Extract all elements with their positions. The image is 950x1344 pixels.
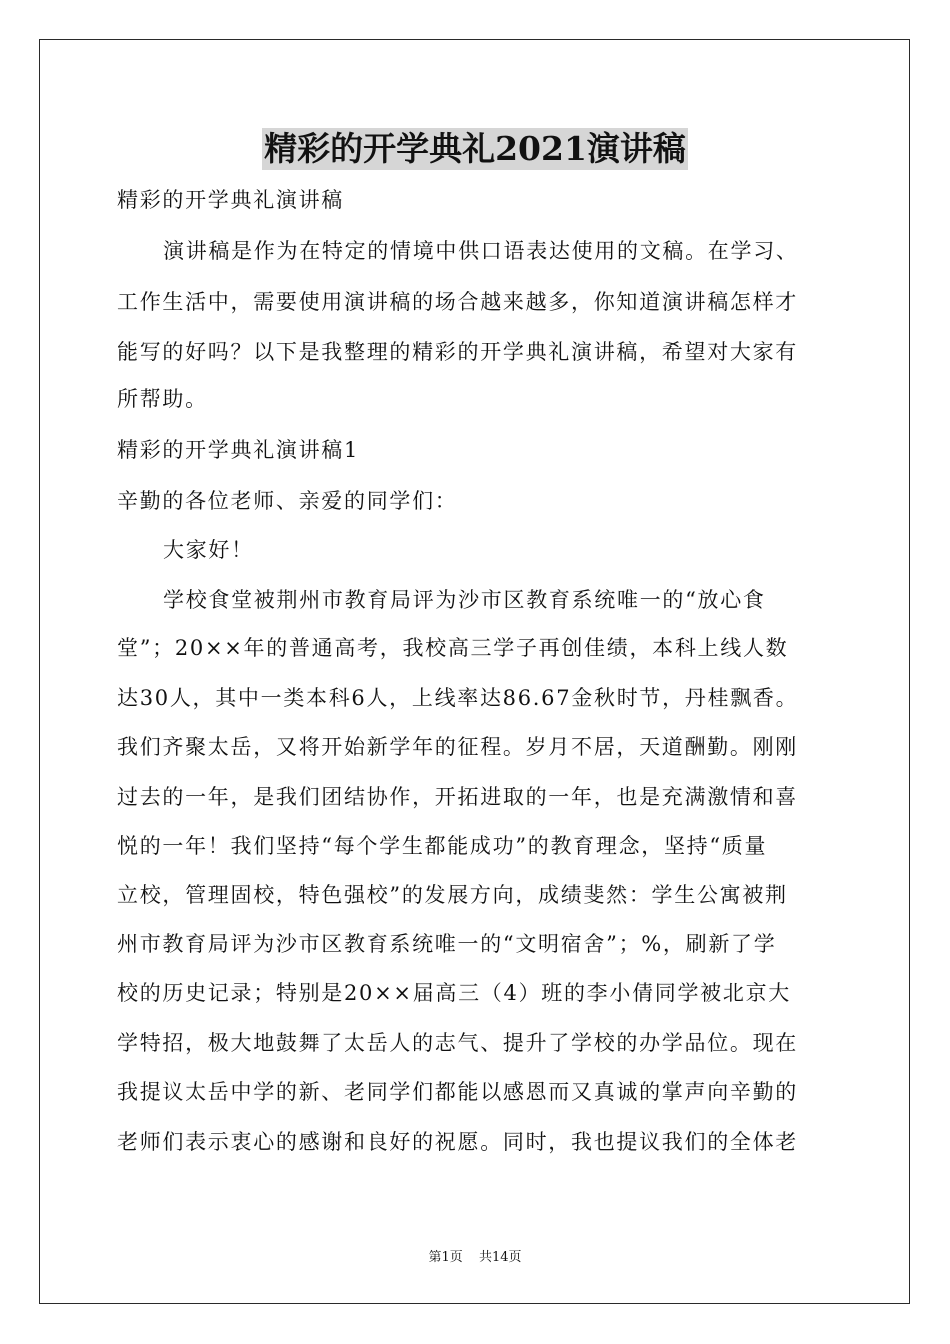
paragraph-line: 学特招，极大地鼓舞了太岳人的志气、提升了学校的办学品位。现在 [117,1031,798,1055]
paragraph-line: 校的历史记录；特别是20××届高三（4）班的李小倩同学被北京大 [117,981,791,1005]
document-title: 精彩的开学典礼2021演讲稿 [264,129,686,168]
paragraph-line: 我们齐聚太岳，又将开始新学年的征程。岁月不居，天道酬勤。刚刚 [117,735,798,759]
paragraph-line: 所帮助。 [117,387,208,411]
paragraph-line: 州市教育局评为沙市区教育系统唯一的“文明宿舍”；%，刷新了学 [117,932,777,956]
paragraph-line: 过去的一年，是我们团结协作，开拓进取的一年，也是充满激情和喜 [117,785,798,809]
paragraph-line: 老师们表示衷心的感谢和良好的祝愿。同时，我也提议我们的全体老 [117,1130,798,1154]
title-container [0,128,950,170]
paragraph-line: 学校食堂被荆州市教育局评为沙市区教育系统唯一的“放心食 [163,588,766,612]
total-pages: 共14页 [478,1250,522,1265]
paragraph-line: 演讲稿是作为在特定的情境中供口语表达使用的文稿。在学习、 [163,239,799,263]
page-border [39,39,910,1304]
salutation-line: 辛勤的各位老师、亲爱的同学们： [117,489,458,513]
paragraph-line: 悦的一年！我们坚持“每个学生都能成功”的教育理念，坚持“质量 [117,834,768,858]
paragraph-line: 工作生活中，需要使用演讲稿的场合越来越多，你知道演讲稿怎样才 [117,290,798,314]
greeting-line: 大家好！ [163,538,254,562]
page-number: 第1页 [428,1250,463,1265]
section-heading: 精彩的开学典礼演讲稿1 [117,438,360,462]
paragraph-line: 我提议太岳中学的新、老同学们都能以感恩而又真诚的掌声向辛勤的 [117,1080,798,1104]
subtitle-line: 精彩的开学典礼演讲稿 [117,188,344,212]
paragraph-line: 达30人，其中一类本科6人，上线率达86.67金秋时节，丹桂飘香。 [117,686,799,710]
page-footer [0,1250,950,1266]
paragraph-line: 堂”；20××年的普通高考，我校高三学子再创佳绩，本科上线人数 [117,636,789,660]
paragraph-line: 能写的好吗？以下是我整理的精彩的开学典礼演讲稿，希望对大家有 [117,340,798,364]
paragraph-line: 立校，管理固校，特色强校”的发展方向，成绩斐然：学生公寓被荆 [117,883,788,907]
